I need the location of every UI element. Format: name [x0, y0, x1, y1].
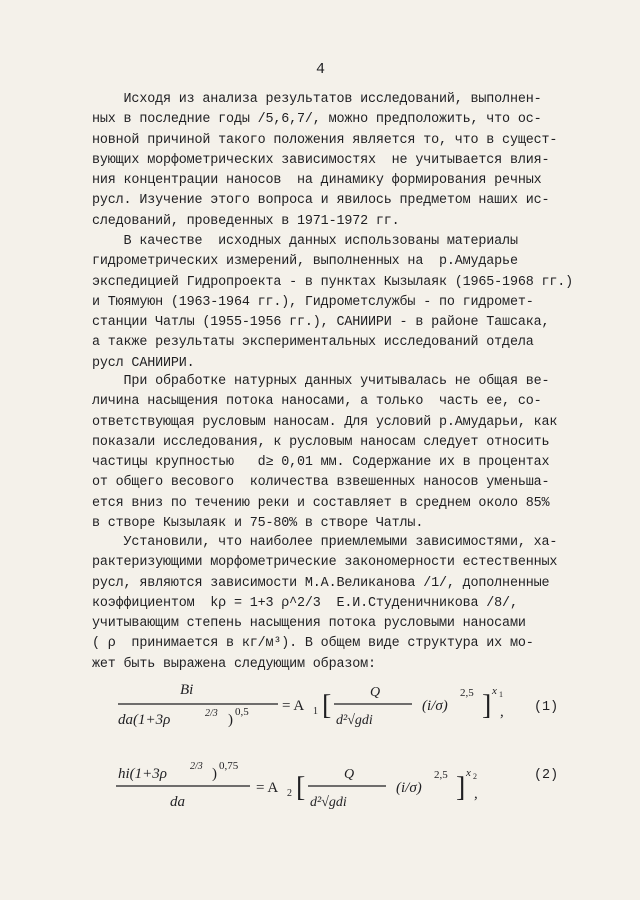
text-line: русл. Изучение этого вопроса и явилось предметом наших ис- [92, 193, 550, 209]
text-line: ется вниз по течению реки и составляет в среднем около 85% [92, 495, 550, 511]
text-line: жет быть выражена следующим образом: [92, 656, 376, 672]
formula-equals: = A [282, 698, 305, 714]
paragraph-source-data [92, 232, 592, 374]
formula-bracket: [ [296, 772, 306, 803]
text-line: Исходя из анализа результатов исследований, выполнен- [92, 92, 542, 107]
formula-1-svg [110, 670, 580, 750]
formula-rhs-denominator: d²√gdi [310, 795, 347, 810]
formula-exponent: 0,75 [219, 760, 239, 772]
formula-bracket: ] [482, 690, 492, 721]
formula-ratio: (i/σ) [396, 780, 422, 796]
formula-lhs-denominator: da(1+3ρ [118, 712, 171, 728]
text-line: В качестве исходных данных использованы материалы [92, 234, 518, 249]
text-line: показали исследования, к русловым наносам следует относить [92, 434, 550, 450]
formula-exponent: x [466, 767, 471, 779]
text-line: от общего весового количества взвешенных наносов уменьша- [92, 475, 550, 491]
text-line: русл, являются зависимости М.А.Великанова /1/, дополненные [92, 575, 550, 591]
formula-number: (1) [534, 700, 559, 715]
text-line: станции Чатлы (1955-1956 гг.), САНИИРИ - в районе Ташсака, [92, 315, 550, 331]
formula-2-svg [110, 752, 580, 832]
text-line: ( ρ принимается в кг/м³). В общем виде структура их мо- [92, 636, 534, 652]
text-line: личина насыщения потока наносами, а только часть ее, со- [92, 394, 542, 410]
formula-1 [110, 670, 580, 750]
text-line: вующих морфометрических зависимостях не учитывается влия- [92, 152, 550, 168]
formula-subscript: 2 [287, 788, 292, 799]
text-line: в створе Кызылаяк и 75-80% в створе Чатлы. [92, 516, 424, 532]
formula-subscript: 1 [499, 690, 503, 699]
formula-rhs-denominator: d²√gdi [336, 713, 373, 728]
text-line: частицы крупностью d≥ 0,01 мм. Содержание их в процентах [92, 455, 550, 471]
text-line: При обработке натурных данных учитывалась не общая ве- [92, 374, 550, 389]
formula-lhs-numerator: hi(1+3ρ [118, 766, 167, 782]
formula-subscript: 2 [473, 772, 477, 781]
text-line: а также результаты экспериментальных исследований отдела [92, 335, 534, 351]
formula-exponent: x [492, 685, 497, 697]
text-line: следований, проведенных в 1971-1972 гг. [92, 213, 400, 229]
formula-paren: ) [212, 766, 217, 782]
text-line: Установили, что наиболее приемлемыми зависимостями, ха- [92, 535, 558, 550]
formula-comma: , [474, 786, 478, 802]
formula-exponent: 2,5 [460, 687, 474, 699]
page-number: 4 [316, 61, 326, 78]
text-line: и Тюямуюн (1963-1964 гг.), Гидрометслужбы - по гидромет- [92, 294, 534, 310]
paragraph-processing [92, 372, 592, 534]
text-line: учитывающим степень насыщения потока русловыми наносами [92, 616, 526, 632]
paragraph-dependencies [92, 533, 592, 675]
text-line: русл САНИИРИ. [92, 355, 195, 371]
text-line: коэффициентом kρ = 1+3 ρ^2/3 Е.И.Студеничникова /8/, [92, 595, 518, 611]
text-line: новной причиной такого положения является то, что в сущест- [92, 132, 558, 148]
text-line: экспедицией Гидропроекта - в пунктах Кызылаяк (1965-1968 гг.) [92, 274, 574, 290]
formula-rhs-numerator: Q [370, 685, 381, 700]
text-line: ния концентрации наносов на динамику формирования речных [92, 173, 542, 189]
formula-exponent: 2/3 [190, 761, 203, 772]
formula-paren: ) [228, 712, 233, 728]
formula-lhs-numerator: Bi [180, 682, 194, 698]
formula-exponent: 2,5 [434, 769, 448, 781]
formula-number: (2) [534, 768, 559, 783]
formula-ratio: (i/σ) [422, 698, 448, 714]
formula-2 [110, 752, 580, 832]
formula-comma: , [500, 704, 504, 720]
formula-subscript: 1 [313, 706, 318, 717]
text-line: ответствующая русловым наносам. Для условий р.Амударьи, как [92, 414, 558, 430]
formula-exponent: 2/3 [205, 708, 218, 719]
formula-bracket: ] [456, 772, 466, 803]
formula-equals: = A [256, 780, 279, 796]
formula-lhs-denominator: da [170, 794, 185, 810]
formula-bracket: [ [322, 690, 332, 721]
text-line: ных в последние годы /5,6,7/, можно предположить, что ос- [92, 112, 542, 128]
text-line: рактеризующими морфометрические закономерности естественных [92, 555, 558, 571]
text-line: гидрометрических измерений, выполненных на р.Амударье [92, 254, 518, 270]
paragraph-analysis [92, 90, 592, 232]
formula-exponent: 0,5 [235, 706, 249, 718]
formula-rhs-numerator: Q [344, 767, 355, 782]
